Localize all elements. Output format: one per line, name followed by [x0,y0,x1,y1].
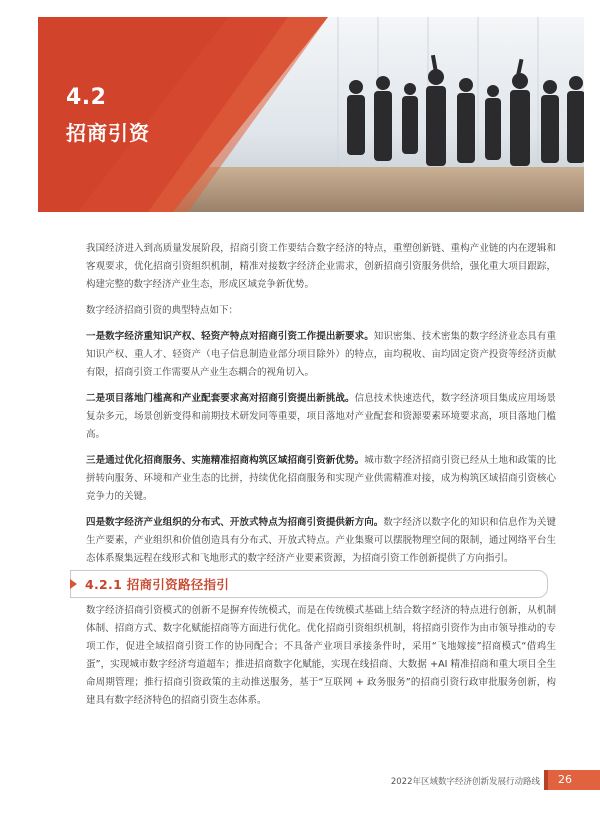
triangle-marker-icon [70,579,77,589]
feature-2-lead: 二是项目落地门槛高和产业配套要求高对招商引资提出新挑战。 [86,393,355,404]
banner-red-shape [38,17,584,212]
paragraph-features-lead: 数字经济招商引资的典型特点如下： [86,305,239,316]
section-title: 招商引资 [66,121,150,145]
paragraph-feature-4 [86,514,556,568]
paragraph-feature-3 [86,452,556,506]
feature-3-text: 城市数字经济招商引资已经从土地和政策的比拼转向服务、环境和产业生态的比拼，持续优化招商服务和实现产业供需精准对接，成为构筑区域招商引资核心竞争力的关键。 [86,455,556,502]
feature-4-text: 数字经济以数字化的知识和信息作为关键生产要素，产业组织和价值创造具有分布式、开放式特点。产业集聚可以摆脱物理空间的限制，通过网络平台生态体系聚集远程在线形式和飞地形式的数字经济产业要素资源，为招商引资工作创新提供了方向指引。 [86,517,556,564]
feature-2-text: 信息技术快速迭代，数字经济项目集成应用场景复杂多元，场景创新变得和前期技术研发同等重要，项目落地对产业配套和资源要素环境要求高，项目落地门槛高。 [86,393,556,440]
feature-3-lead: 三是通过优化招商服务、实施精准招商构筑区域招商引资新优势。 [86,455,365,466]
feature-1-text: 知识密集、技术密集的数字经济业态具有重知识产权、重人才、轻资产（电子信息制造业部分项目除外）的特点，亩均税收、亩均固定资产投资等经济贡献有限，招商引资工作需要从产业生态耦合的视角切入。 [86,331,556,378]
feature-4-lead: 四是数字经济产业组织的分布式、开放式特点为招商引资提供新方向。 [86,517,384,528]
paragraph-intro: 我国经济进入到高质量发展阶段，招商引资工作要结合数字经济的特点，重塑创新链、重构产业链的内在逻辑和客观要求，优化招商引资组织机制，精准对接数字经济企业需求，创新招商引资服务供给，强化重大项目跟踪，构建完整的数字经济产业生态，形成区域竞争新优势。 [86,243,556,290]
paragraph-feature-1 [86,328,556,382]
section-number: 4.2 [66,85,107,110]
subsection-title: 4.2.1 招商引资路径指引 [85,577,230,592]
header-banner [38,17,584,212]
feature-1-lead: 一是数字经济重知识产权、轻资产特点对招商引资工作提出新要求。 [86,331,374,342]
footer-title: 2022年区域数字经济创新发展行动路线 [390,777,540,787]
paragraph-subsection: 数字经济招商引资模式的创新不是摒弃传统模式，而是在传统模式基础上结合数字经济的特点进行创新，从机制体制、招商方式、数字化赋能招商等方面进行优化。优化招商引资组织机制，将招商引资作为由市领导推动的专项工作，促进全域招商引资工作的协同配合；不具备产业项目承接条件时，采用“飞地嫁接”招商模式“借鸡生蛋”，实现城市数字经济弯道超车；推进招商数字化赋能，实现在线招商、大数据 +AI 精准招商和重大项目全生命周期管理；推行招商引资政策的主动推送服务，基于“互联网 + 政务服务”的招商引资行政审批服务创新，构建具有数字经济特色的招商引资生态体系。 [86,605,556,706]
page-number: 26 [548,770,600,790]
intro-text-block [86,240,556,576]
subsection-heading-box [70,570,548,598]
subsection-text-block [86,602,556,718]
paragraph-feature-2 [86,390,556,444]
